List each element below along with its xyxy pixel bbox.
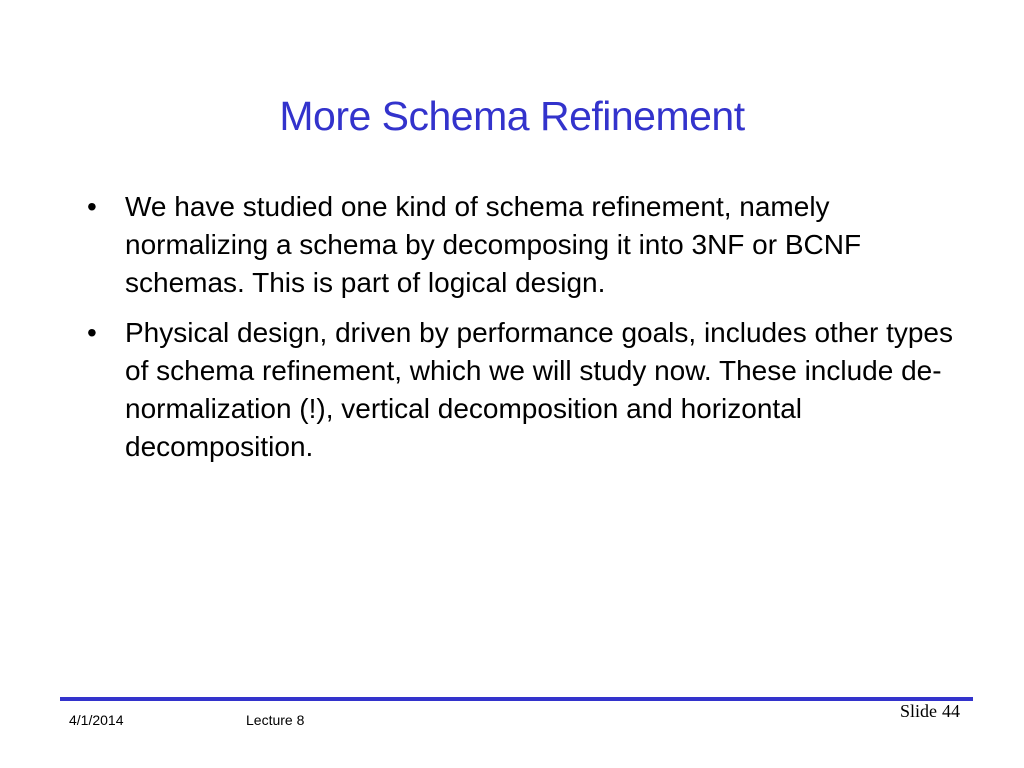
footer-date: 4/1/2014 xyxy=(69,712,124,728)
bullet-list xyxy=(84,188,964,478)
slide-number-label: Slide xyxy=(899,701,937,721)
footer-divider xyxy=(60,697,973,701)
bullet-text: Physical design, driven by performance goals, includes other types of schema refinement, which we will study now. These include de-normalization (!), vertical decomposition and horizontal decomposition. xyxy=(125,317,953,462)
slide-number-value: 44 xyxy=(942,701,960,721)
bullet-marker: • xyxy=(87,191,97,222)
bullet-item xyxy=(84,314,964,466)
bullet-text: We have studied one kind of schema refinement, namely normalizing a schema by decomposing it into 3NF or BCNF schemas. This is part of logical design. xyxy=(125,191,862,298)
slide-number xyxy=(900,701,960,722)
slide-title: More Schema Refinement xyxy=(279,93,745,139)
bullet-marker: • xyxy=(87,317,97,348)
bullet-item xyxy=(84,188,964,302)
footer-lecture: Lecture 8 xyxy=(246,712,305,728)
